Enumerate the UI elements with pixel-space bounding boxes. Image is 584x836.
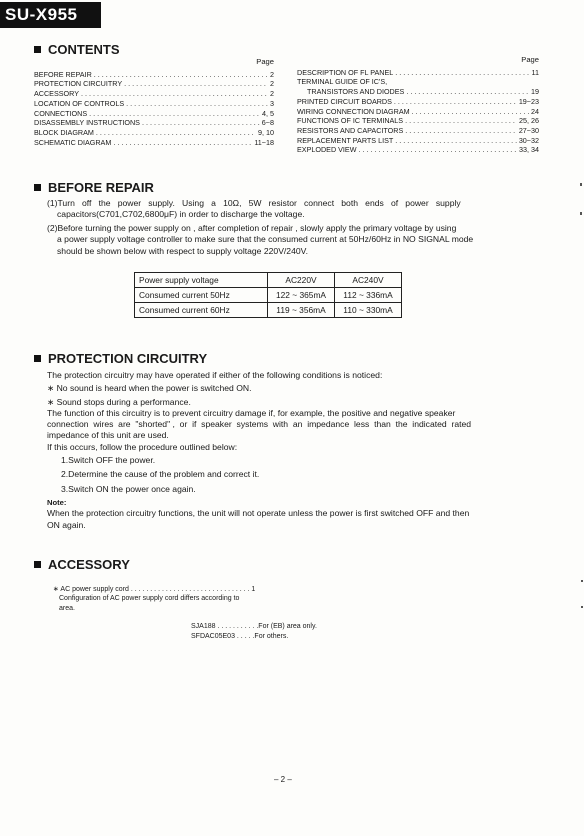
page-number: – 2 – xyxy=(274,775,292,784)
toc-entry-title: CONNECTIONS xyxy=(34,108,88,118)
toc-entry-title: FUNCTIONS OF IC TERMINALS xyxy=(297,116,404,126)
toc-entry-title: ACCESSORY xyxy=(34,89,80,99)
toc-entry-page: 2 xyxy=(270,69,274,79)
scan-speck xyxy=(581,606,583,608)
step1-line: capacitors(C701,C702,6800μF) in order to discharge the voltage. xyxy=(57,209,305,220)
toc-entry xyxy=(34,109,274,119)
order-number: SJA188 . . . . . . . . . . .For (EB) area only. xyxy=(191,623,317,630)
toc-page-label: Page xyxy=(256,57,274,66)
accessory-heading xyxy=(34,557,130,572)
protection-intro: The protection circuitry may have operated if either of the following conditions is noticed: xyxy=(47,370,383,380)
toc-entry xyxy=(297,126,539,136)
toc-entry-page: 24 xyxy=(531,106,539,116)
toc-entry xyxy=(34,79,274,89)
bullet-square-icon xyxy=(34,184,41,191)
toc-leader-dots xyxy=(81,89,268,99)
toc-entry-title: BEFORE REPAIR xyxy=(34,69,92,79)
table-header-cell: Power supply voltage xyxy=(135,273,268,288)
table-header-cell: AC220V xyxy=(268,273,335,288)
toc-entry xyxy=(297,97,539,107)
table-cell: 119 ~ 356mA xyxy=(268,303,335,318)
current-consumption-table xyxy=(134,272,402,318)
note-label: Note: xyxy=(47,497,67,507)
table-row xyxy=(135,303,402,318)
toc-entry-title: BLOCK DIAGRAM xyxy=(34,127,94,137)
table-cell: 110 ~ 330mA xyxy=(335,303,402,318)
step2-line: a power supply voltage controller to make sure that the consumed current at 50Hz/60Hz in NO SIGNAL mode xyxy=(57,234,474,245)
toc-leader-dots xyxy=(406,87,529,97)
toc-entry-page: 30~32 xyxy=(518,135,539,145)
toc-entry xyxy=(34,128,274,138)
before-repair-heading xyxy=(34,180,154,195)
toc-entry-title: EXPLODED VIEW xyxy=(297,145,357,155)
contents-heading-text: CONTENTS xyxy=(48,42,120,57)
toc-entry-title: TERMINAL GUIDE OF IC'S, xyxy=(297,77,388,87)
toc-entry xyxy=(34,99,274,109)
toc-leader-dots xyxy=(124,79,268,89)
toc-entry-title: SCHEMATIC DIAGRAM xyxy=(34,137,112,147)
toc-entry-page: 19 xyxy=(531,87,539,97)
toc-entry-title: LOCATION OF CONTROLS xyxy=(34,98,125,108)
toc-leader-dots xyxy=(395,68,529,78)
protection-function-line: impedance of this unit are used. xyxy=(47,430,169,441)
procedure-step: 3.Switch ON the power once again. xyxy=(61,483,196,494)
table-header-cell: AC240V xyxy=(335,273,402,288)
model-number-banner: SU-X955 xyxy=(0,2,101,28)
accessory-config-line: area. xyxy=(59,604,75,612)
toc-entry xyxy=(297,107,539,117)
before-repair-step1 xyxy=(47,198,541,221)
toc-entry-page: 9, 10 xyxy=(258,127,274,137)
scan-speck xyxy=(580,183,582,186)
accessory-item: ∗ AC power supply cord . . . . . . . . . . . . . . . . . . . . . . . . . . . . . . . 1 xyxy=(53,586,256,593)
toc-entry-page: 25, 26 xyxy=(519,116,539,126)
toc-leader-dots xyxy=(359,145,518,155)
accessory-heading-text: ACCESSORY xyxy=(48,557,130,572)
protection-function-line: The function of this circuitry is to prevent circuitry damage if, for example, the positive and negative speaker xyxy=(47,407,456,418)
bullet-square-icon xyxy=(34,561,41,568)
toc-left-column xyxy=(34,57,274,147)
order-number: SFDAC05E03 . . . . .For others. xyxy=(191,633,289,640)
toc-leader-dots xyxy=(405,116,517,126)
toc-entry xyxy=(34,70,274,80)
toc-leader-dots xyxy=(94,70,268,80)
before-repair-heading-text: BEFORE REPAIR xyxy=(48,180,154,195)
toc-right-column xyxy=(297,55,539,155)
toc-entry-page: 33, 34 xyxy=(519,145,539,155)
accessory-config-line: Configuration of AC power supply cord differs according to xyxy=(59,595,240,603)
toc-leader-dots xyxy=(96,128,256,138)
toc-entry xyxy=(297,145,539,155)
toc-entry xyxy=(297,116,539,126)
toc-entry xyxy=(297,77,539,87)
toc-entry-title: WIRING CONNECTION DIAGRAM xyxy=(297,106,410,116)
toc-entry-title: RESISTORS AND CAPACITORS xyxy=(297,125,404,135)
toc-entry xyxy=(297,87,539,97)
scan-speck xyxy=(580,212,582,215)
accessory-list xyxy=(53,585,313,613)
toc-entry-page: 27~30 xyxy=(518,125,539,135)
before-repair-step2 xyxy=(47,223,541,257)
step2-line: should be shown below with respect to supply voltage 220V/240V. xyxy=(57,245,308,256)
protection-heading xyxy=(34,351,207,366)
toc-entry-title: DISASSEMBLY INSTRUCTIONS xyxy=(34,118,140,128)
toc-entry-title: PRINTED CIRCUIT BOARDS xyxy=(297,96,392,106)
toc-entry-title: REPLACEMENT PARTS LIST xyxy=(297,135,394,145)
toc-leader-dots xyxy=(394,97,517,107)
step1-line: (1)Turn off the power supply. Using a 10Ω, 5W resistor connect both ends of power supply xyxy=(47,198,461,208)
toc-entry xyxy=(297,136,539,146)
toc-entry-page: 11 xyxy=(531,67,539,77)
toc-page-label: Page xyxy=(521,55,539,64)
toc-entry-page: 3 xyxy=(270,98,274,108)
scan-speck xyxy=(581,580,583,582)
toc-leader-dots xyxy=(89,109,260,119)
toc-entry-title: TRANSISTORS AND DIODES xyxy=(307,87,405,97)
procedure-step: 1.Switch OFF the power. xyxy=(61,455,156,466)
contents-heading xyxy=(34,42,120,57)
protection-body xyxy=(47,370,542,531)
table-header-row xyxy=(135,273,402,288)
protection-if-occurs: If this occurs, follow the procedure outlined below: xyxy=(47,441,238,452)
toc-entry-title: DESCRIPTION OF FL PANEL xyxy=(297,67,394,77)
toc-entry xyxy=(34,138,274,148)
table-cell: Consumed current 50Hz xyxy=(135,288,268,303)
toc-leader-dots xyxy=(405,126,517,136)
toc-leader-dots xyxy=(142,118,260,128)
toc-entry xyxy=(297,68,539,78)
table-cell: Consumed current 60Hz xyxy=(135,303,268,318)
bullet-square-icon xyxy=(34,355,41,362)
toc-leader-dots xyxy=(412,107,529,117)
protection-heading-text: PROTECTION CIRCUITRY xyxy=(48,351,208,366)
toc-leader-dots xyxy=(113,138,252,148)
note-line: When the protection circuitry functions, the unit will not operate unless the power is first switched OFF and then xyxy=(47,508,470,519)
protection-condition: ∗ No sound is heard when the power is switched ON. xyxy=(47,383,252,394)
table-row xyxy=(135,288,402,303)
toc-entry xyxy=(34,89,274,99)
table-cell: 112 ~ 336mA xyxy=(335,288,402,303)
toc-entry-page: 2 xyxy=(270,79,274,89)
table-cell: 122 ~ 365mA xyxy=(268,288,335,303)
bullet-square-icon xyxy=(34,46,41,53)
toc-entry-page: 11~18 xyxy=(254,137,274,147)
step2-line: (2)Before turning the power supply on , after completion of repair , slowly apply the primary voltage by using xyxy=(47,223,457,233)
note-line: ON again. xyxy=(47,519,86,530)
protection-condition: ∗ Sound stops during a performance. xyxy=(47,396,191,407)
toc-entry-page: 2 xyxy=(270,89,274,99)
toc-entry-page: 4, 5 xyxy=(262,108,274,118)
toc-leader-dots xyxy=(395,136,517,146)
toc-entry-title: PROTECTION CIRCUITRY xyxy=(34,79,123,89)
toc-leader-dots xyxy=(126,99,268,109)
toc-entry-page: 19~23 xyxy=(518,96,539,106)
procedure-step: 2.Determine the cause of the problem and correct it. xyxy=(61,469,260,480)
toc-entry xyxy=(34,118,274,128)
protection-function-line: connection wires are "shorted" , or if speaker systems with an impedance less than the indicated rated xyxy=(47,419,472,430)
toc-entry-page: 6~8 xyxy=(261,118,274,128)
